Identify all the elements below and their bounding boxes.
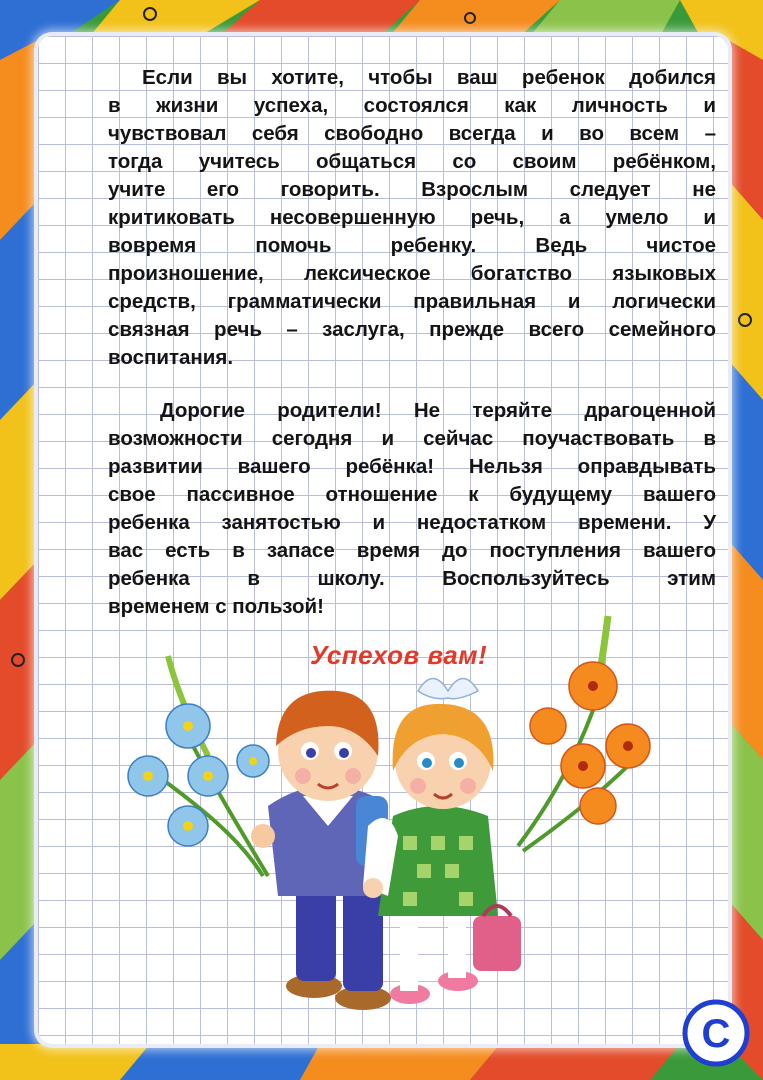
girl-figure [363, 679, 521, 1005]
paragraph-line: связная речь – заслуга, прежде всего семейного [108, 318, 716, 341]
paragraph-line: в жизни успеха, состоялся как личность и [108, 94, 716, 117]
grid-paper [38, 36, 728, 1044]
paragraph-line: Дорогие родители! Не теряйте драгоценной [160, 399, 716, 422]
paragraph-line: чувствовал себя свободно всегда и во всем – [108, 122, 716, 145]
blue-flowers-icon [128, 656, 269, 876]
paragraph-line: развитии вашего ребёнка! Нельзя оправдывать [108, 455, 716, 478]
paragraph-1 [108, 64, 716, 372]
paragraph-line: ребенка занятостью и недостатком времени. У [108, 511, 716, 534]
paragraph-line: Если вы хотите, чтобы ваш ребенок добился [142, 66, 716, 89]
paragraph-line: учите его говорить. Взрослым следует не [108, 178, 716, 201]
paragraph-2 [108, 397, 716, 621]
paragraph-line: свое пассивное отношение к будущему вашего [108, 483, 716, 506]
paragraph-line: критиковать несовершенную речь, а умело и [108, 206, 716, 229]
copyright-icon [681, 998, 751, 1068]
paragraph-line: ребенка в школу. Воспользуйтесь этим [108, 567, 716, 590]
paragraph-line: тогда учитесь общаться со своим ребёнком, [108, 150, 716, 173]
paragraph-line: средств, грамматически правильная и логически [108, 290, 716, 313]
orange-flowers-icon [518, 616, 650, 851]
paragraph-line: временем с пользой! [108, 595, 324, 618]
paragraph-line: воспитания. [108, 346, 234, 369]
svg-text:C: C [701, 1012, 731, 1056]
paragraph-line: возможности сегодня и сейчас поучаствовать в [108, 427, 716, 450]
paragraph-line: вовремя помочь ребенку. Ведь чистое [108, 234, 716, 257]
paragraph-line: произношение, лексическое богатство языковых [108, 262, 716, 285]
paragraph-line: вас есть в запасе время до поступления вашего [108, 539, 716, 562]
closing-wish: Успехов вам! [310, 640, 488, 670]
